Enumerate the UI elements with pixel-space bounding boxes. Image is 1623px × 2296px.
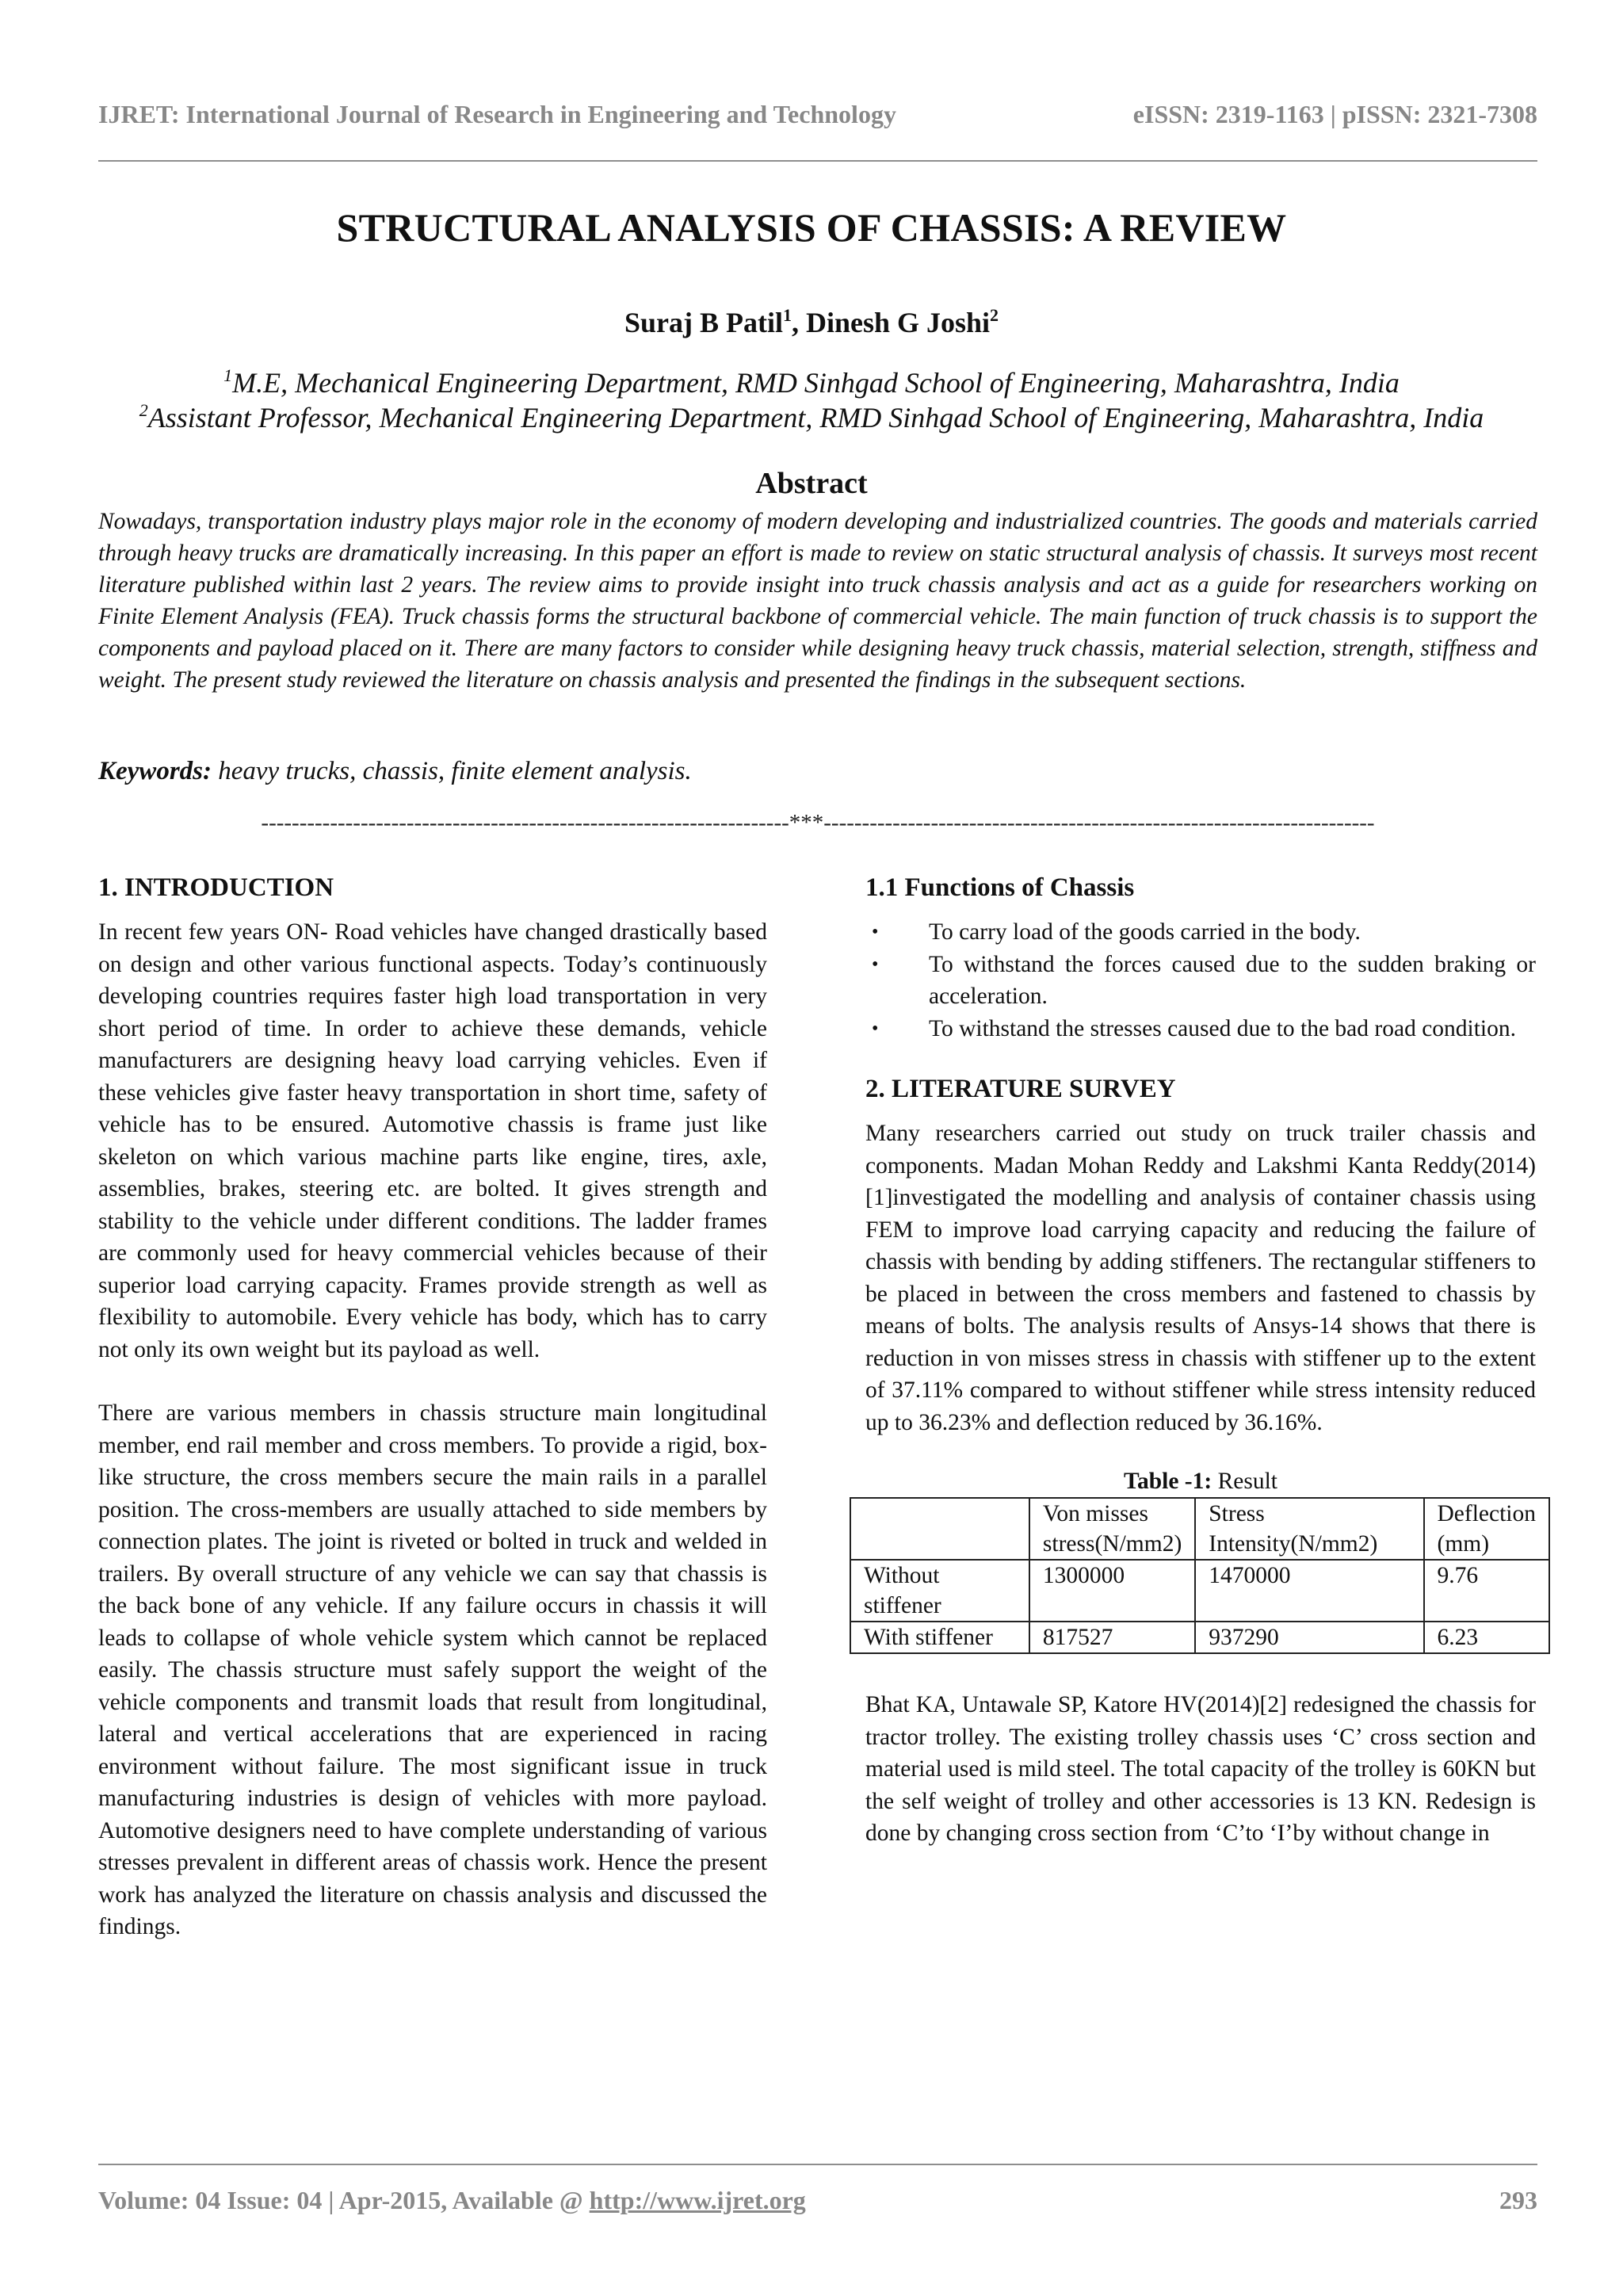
- table-caption-label: Table -1:: [1124, 1469, 1212, 1494]
- table-cell: With stiffener: [850, 1622, 1029, 1653]
- literature-paragraph-2: Bhat KA, Untawale SP, Katore HV(2014)[2] redesigned the chassis for tractor trolley. The existing trolley chassis uses ‘C’ cross section and material used is mild steel. The total capacity of the trolley is 60KN but the self weight of trolley and other accessories is 13 KN. Redesign is done by changing cross section from ‘C’to ‘I’by without change in: [865, 1692, 1536, 1846]
- affiliation-1: [0, 366, 1623, 399]
- table-cell: Without stiffener: [850, 1560, 1029, 1622]
- table-caption-text: Result: [1212, 1469, 1277, 1494]
- table-cell: 6.23: [1424, 1622, 1550, 1653]
- author-1-sup: 1: [782, 305, 792, 325]
- table-row: [850, 1622, 1549, 1653]
- bullet-icon: •: [872, 1018, 879, 1039]
- abstract-heading: Abstract: [755, 467, 868, 500]
- keywords-text: heavy trucks, chassis, finite element analysis.: [212, 757, 692, 785]
- abstract-body: Nowadays, transportation industry plays major role in the economy of modern developing and industrialized countries. The goods and materials carried through heavy trucks are dramatically increasing. In this paper an effort is made to review on static structural analysis of chassis. It surveys most recent literature published within last 2 years. The review aims to provide insight into truck chassis analysis and act as a guide for researchers working on Finite Element Analysis (FEA). Truck chassis forms the structural backbone of commercial vehicle. The main function of truck chassis is to support the components and payload placed on it. There are many factors to consider while designing heavy truck chassis, material selection, strength, stiffness and weight. The present study reviewed the literature on chassis analysis and presented the findings in the subsequent sections.: [98, 509, 1537, 693]
- paper-title: STRUCTURAL ANALYSIS OF CHASSIS: A REVIEW: [336, 205, 1287, 250]
- keywords-label: Keywords:: [98, 757, 212, 785]
- footer-volume-text: Volume: 04 Issue: 04 | Apr-2015, Available @: [98, 2186, 590, 2214]
- page-number: 293: [1499, 2186, 1537, 2214]
- intro-heading: 1. INTRODUCTION: [98, 873, 334, 902]
- functions-list: [865, 916, 1536, 1045]
- table-cell: 1470000: [1195, 1560, 1423, 1622]
- affiliation-2-text: Assistant Professor, Mechanical Engineering Department, RMD Sinhgad School of Engineering, Maharashtra, India: [147, 402, 1484, 434]
- affiliation-1-sup: 1: [223, 365, 233, 385]
- running-footer: [98, 2186, 1537, 2215]
- list-item: [865, 1013, 1536, 1045]
- table-cell: 1300000: [1029, 1560, 1195, 1622]
- affiliation-1-text: M.E, Mechanical Engineering Department, RMD Sinhgad School of Engineering, Maharashtra, India: [232, 367, 1400, 399]
- table-row: [850, 1560, 1549, 1622]
- list-item-text: To withstand the forces caused due to the sudden braking or acceleration.: [929, 951, 1536, 1009]
- author-2-sup: 2: [990, 305, 999, 325]
- left-column: [98, 872, 767, 1943]
- footer-rule: [98, 2164, 1537, 2165]
- author-2: Dinesh G Joshi: [805, 307, 991, 338]
- author-1: Suraj B Patil: [624, 307, 783, 338]
- affiliation-2: [0, 401, 1623, 434]
- table-header-cell: Stress Intensity(N/mm2): [1195, 1498, 1423, 1560]
- author-separator: ,: [791, 307, 806, 338]
- journal-name: IJRET: International Journal of Research in Engineering and Technology: [98, 100, 896, 128]
- table-header-cell: Deflection (mm): [1424, 1498, 1550, 1560]
- result-table: [850, 1497, 1550, 1654]
- bullet-icon: •: [872, 953, 879, 975]
- intro-paragraph-1: In recent few years ON- Road vehicles have changed drastically based on design and other various functional aspects. Today’s continuously developing countries requires faster high load transportation in very short period of time. In order to achieve these demands, vehicle manufacturers are designing heavy load carrying vehicles. Even if these vehicles give faster heavy transportation in short time, safety of vehicle has to be ensured. Automotive chassis is frame just like skeleton on which various machine parts like engine, tires, axle, assemblies, brakes, steering etc. are bolted. It gives strength and stability to the vehicle under different conditions. The ladder frames are commonly used for heavy commercial vehicles because of their superior load carrying capacity. Frames provide strength as well as flexibility to automobile. Every vehicle has body, which has to carry not only its own weight but its payload as well.: [98, 919, 767, 1362]
- right-column: [865, 872, 1536, 1850]
- literature-paragraph-1: Many researchers carried out study on truck trailer chassis and components. Madan Mohan Reddy and Lakshmi Kanta Reddy(2014)[1]investigated the modelling and analysis of container chassis using FEM to improve load carrying capacity and reducing the failure of chassis with bending by adding stiffeners. The rectangular stiffeners to be placed in between the cross members and fastened to chassis by means of bolts. The analysis results of Ansys-14 shows that there is reduction in von misses stress in chassis with stiffener up to the extent of 37.11% compared to without stiffener while stress intensity reduced up to 36.23% and deflection reduced by 36.16%.: [865, 1121, 1536, 1435]
- footer-url-link[interactable]: http://www.ijret.org: [589, 2186, 806, 2214]
- functions-heading: 1.1 Functions of Chassis: [865, 873, 1135, 902]
- table-header-cell: [850, 1498, 1029, 1560]
- table-cell: 9.76: [1424, 1560, 1550, 1622]
- table-header-cell: Von misses stress(N/mm2): [1029, 1498, 1195, 1560]
- section-separator: ---------------------------------------------------------------------***------------------------------------------------------------------------: [261, 810, 1375, 835]
- table-cell: 937290: [1195, 1622, 1423, 1653]
- bullet-icon: •: [872, 922, 879, 942]
- running-header: [98, 100, 1537, 129]
- footer-volume: [98, 2186, 806, 2215]
- table-caption: [865, 1465, 1536, 1497]
- list-item-text: To carry load of the goods carried in the body.: [929, 919, 1361, 945]
- list-item: [865, 916, 1536, 949]
- table-cell: 817527: [1029, 1622, 1195, 1653]
- literature-heading: 2. LITERATURE SURVEY: [865, 1075, 1176, 1103]
- keywords: [98, 757, 1537, 786]
- issn: eISSN: 2319-1163 | pISSN: 2321-7308: [1132, 100, 1537, 128]
- header-rule: [98, 160, 1537, 162]
- list-item: [865, 949, 1536, 1013]
- intro-paragraph-2: There are various members in chassis structure main longitudinal member, end rail member and cross members. To provide a rigid, box-like structure, the cross members secure the main rails in a parallel position. The cross-members are usually attached to side members by connection plates. The joint is riveted or bolted in truck and welded in trailers. By overall structure of any vehicle we can say that chassis is the back bone of any vehicle. If any failure occurs in chassis it will leads to collapse of whole vehicle system which cannot be replaced easily. The chassis structure must safely support the weight of the vehicle components and transmit loads that result from longitudinal, lateral and vertical accelerations that are experienced in racing environment without failure. The most significant issue in truck manufacturing industries is design of vehicles with more payload. Automotive designers need to have complete understanding of various stresses prevalent in different areas of chassis work. Hence the present work has analyzed the literature on chassis analysis and discussed the findings.: [98, 1400, 767, 1939]
- affiliation-2-sup: 2: [139, 400, 148, 420]
- author-line: [0, 306, 1623, 339]
- list-item-text: To withstand the stresses caused due to the bad road condition.: [929, 1015, 1517, 1041]
- table-header-row: [850, 1498, 1549, 1560]
